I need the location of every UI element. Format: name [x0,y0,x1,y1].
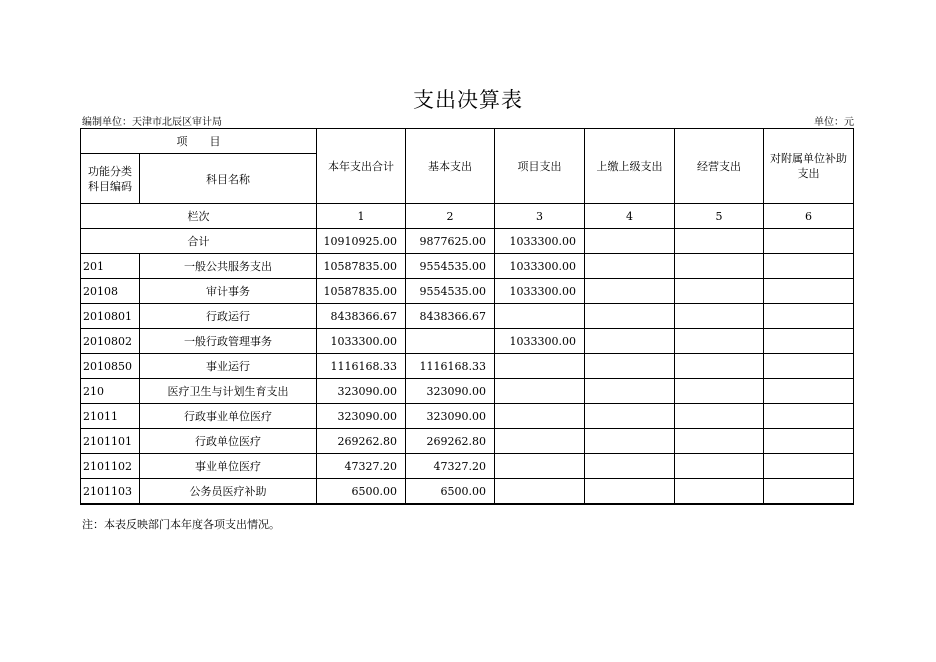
subject-code: 210 [81,379,140,404]
amount-cell [585,304,675,329]
amount-cell: 6500.00 [406,479,495,505]
table-note: 注：本表反映部门本年度各项支出情况。 [82,518,280,531]
column-number: 2 [406,204,495,229]
table-row [81,254,854,279]
amount-cell: 323090.00 [406,404,495,429]
amount-cell [585,479,675,505]
subject-name: 行政运行 [140,304,317,329]
amount-cell: 10587835.00 [317,279,406,304]
amount-cell [675,429,764,454]
amount-cell: 10587835.00 [317,254,406,279]
column-number: 5 [675,204,764,229]
header-func-code: 功能分类科目编码 [81,154,140,204]
amount-cell [585,354,675,379]
amount-cell [495,354,585,379]
amount-cell: 47327.20 [406,454,495,479]
subject-code: 2010850 [81,354,140,379]
subject-code: 2010801 [81,304,140,329]
header-col-5: 经营支出 [675,129,764,204]
compiling-unit: 编制单位：天津市北辰区审计局 [82,117,222,128]
total-value [585,229,675,254]
amount-cell: 9554535.00 [406,254,495,279]
subject-name: 一般公共服务支出 [140,254,317,279]
table-row [81,329,854,354]
amount-cell [585,379,675,404]
column-number: 4 [585,204,675,229]
amount-cell [585,429,675,454]
table-row [81,354,854,379]
total-value [764,229,854,254]
table-row [81,404,854,429]
amount-cell [764,254,854,279]
header-col-3: 项目支出 [495,129,585,204]
currency-unit: 单位：元 [814,117,854,128]
amount-cell [675,379,764,404]
subject-name: 公务员医疗补助 [140,479,317,505]
column-number: 1 [317,204,406,229]
subject-code: 201 [81,254,140,279]
amount-cell: 269262.80 [317,429,406,454]
header-subject-name: 科目名称 [140,154,317,204]
total-row [81,229,854,254]
amount-cell [495,379,585,404]
amount-cell [585,279,675,304]
subject-code: 2101101 [81,429,140,454]
amount-cell [675,254,764,279]
amount-cell [764,354,854,379]
amount-cell: 1116168.33 [406,354,495,379]
subject-name: 行政单位医疗 [140,429,317,454]
table-row [81,454,854,479]
amount-cell: 323090.00 [317,404,406,429]
subject-code: 2101102 [81,454,140,479]
amount-cell [764,304,854,329]
subject-code: 20108 [81,279,140,304]
expenditure-table [80,128,854,505]
amount-cell: 1033300.00 [495,254,585,279]
subject-code: 21011 [81,404,140,429]
subject-name: 医疗卫生与计划生育支出 [140,379,317,404]
amount-cell [764,479,854,505]
amount-cell: 1033300.00 [495,329,585,354]
header-item: 项 目 [81,129,317,154]
subject-name: 事业单位医疗 [140,454,317,479]
total-value [675,229,764,254]
amount-cell [585,254,675,279]
header-col-6: 对附属单位补助支出 [764,129,854,204]
amount-cell [495,479,585,505]
amount-cell [585,454,675,479]
amount-cell: 8438366.67 [406,304,495,329]
total-value: 9877625.00 [406,229,495,254]
subject-code: 2010802 [81,329,140,354]
subject-code: 2101103 [81,479,140,505]
row-label: 栏次 [81,204,317,229]
column-number: 6 [764,204,854,229]
header-col-4: 上缴上级支出 [585,129,675,204]
amount-cell: 269262.80 [406,429,495,454]
amount-cell [675,479,764,505]
subject-name: 事业运行 [140,354,317,379]
amount-cell [585,404,675,429]
amount-cell: 47327.20 [317,454,406,479]
total-value: 1033300.00 [495,229,585,254]
amount-cell [675,279,764,304]
header-col-2: 基本支出 [406,129,495,204]
amount-cell [675,454,764,479]
amount-cell [585,329,675,354]
amount-cell [675,404,764,429]
amount-cell [495,429,585,454]
report-title: 支出决算表 [413,88,523,112]
amount-cell [495,404,585,429]
total-label: 合计 [81,229,317,254]
amount-cell [406,329,495,354]
amount-cell: 9554535.00 [406,279,495,304]
amount-cell: 1033300.00 [317,329,406,354]
amount-cell [764,404,854,429]
amount-cell [675,304,764,329]
table-row [81,279,854,304]
amount-cell: 8438366.67 [317,304,406,329]
subject-name: 审计事务 [140,279,317,304]
amount-cell [764,279,854,304]
table-row [81,379,854,404]
subject-name: 一般行政管理事务 [140,329,317,354]
total-value: 10910925.00 [317,229,406,254]
amount-cell [764,329,854,354]
amount-cell [764,429,854,454]
amount-cell [495,454,585,479]
amount-cell: 323090.00 [406,379,495,404]
table-row [81,479,854,505]
amount-cell: 6500.00 [317,479,406,505]
header-col-1: 本年支出合计 [317,129,406,204]
column-number: 3 [495,204,585,229]
subject-name: 行政事业单位医疗 [140,404,317,429]
amount-cell: 1033300.00 [495,279,585,304]
amount-cell [675,354,764,379]
table-row [81,304,854,329]
amount-cell [764,454,854,479]
amount-cell [764,379,854,404]
table-row [81,429,854,454]
amount-cell: 323090.00 [317,379,406,404]
amount-cell: 1116168.33 [317,354,406,379]
amount-cell [495,304,585,329]
amount-cell [675,329,764,354]
